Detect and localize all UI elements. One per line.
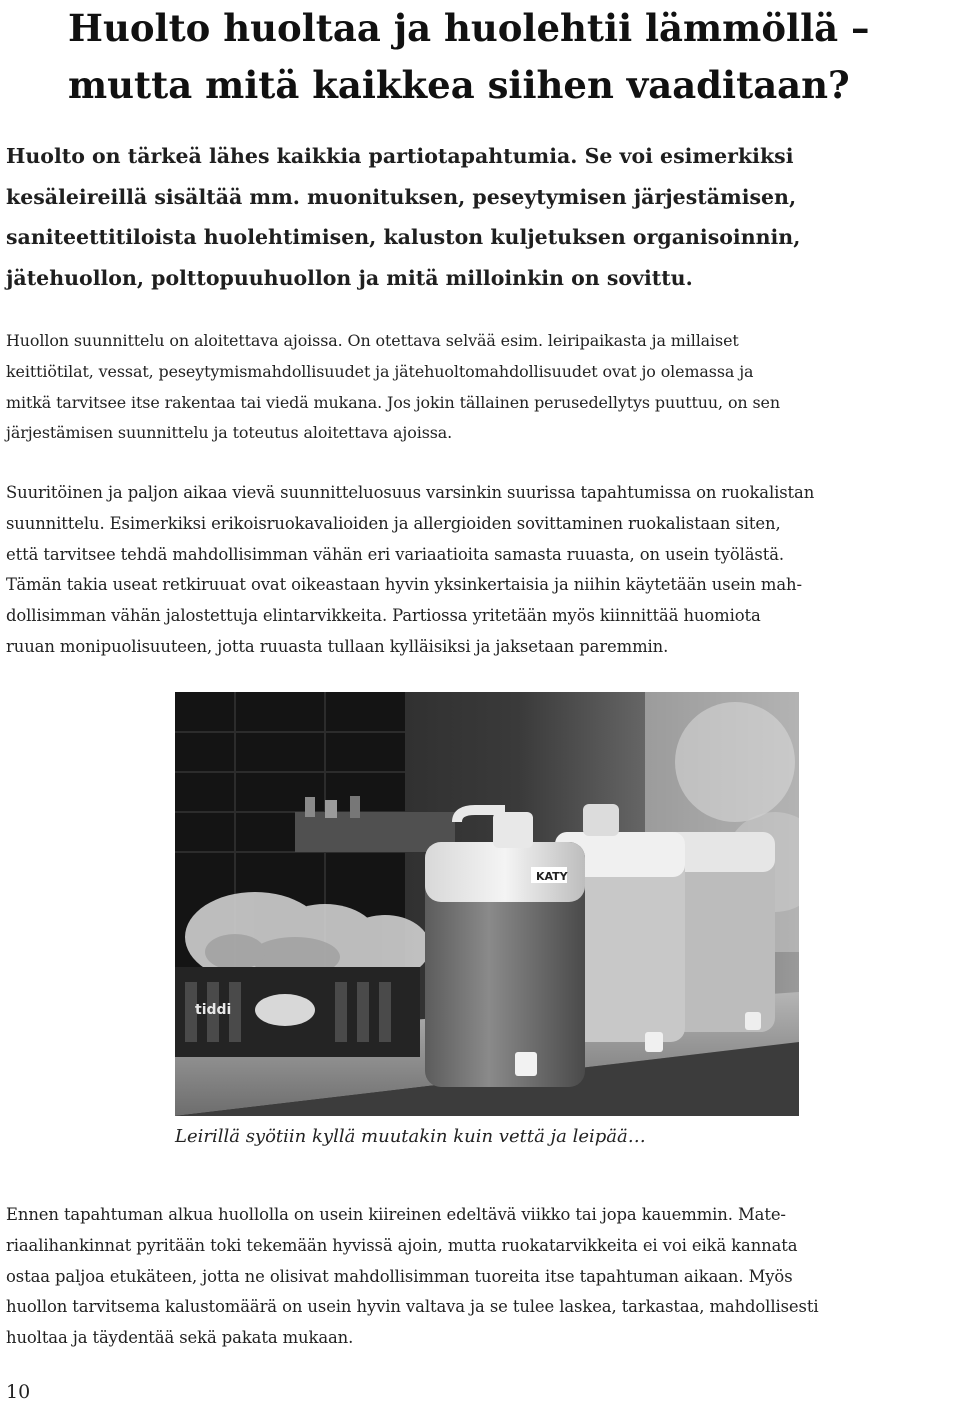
page-title — [68, 0, 928, 114]
title-line: Huolto huoltaa ja huolehtii lämmöllä – — [68, 6, 870, 50]
photo-caption: Leirillä syötiin kyllä muutakin kuin vettä ja leipää… — [175, 1126, 646, 1147]
photo-water-canisters — [175, 692, 799, 1116]
body-paragraph — [6, 478, 958, 663]
paragraph-line: suunnittelu. Esimerkiksi erikoisruokavalioiden ja allergioiden sovittaminen ruokalistaan siten, — [6, 513, 781, 533]
paragraph-line: ruuan monipuolisuuteen, jotta ruuasta tullaan kylläisiksi ja jaksetaan paremmin. — [6, 636, 669, 656]
body-paragraph — [6, 326, 958, 449]
title-line: mutta mitä kaikkea siihen vaaditaan? — [68, 63, 850, 107]
paragraph-line: keittiötilat, vessat, peseytymismahdollisuudet ja jätehuoltomahdollisuudet ovat jo olemassa ja — [6, 361, 754, 381]
canister-label: KATY — [536, 870, 568, 883]
lead-paragraph — [6, 136, 956, 298]
body-paragraph — [6, 1200, 958, 1354]
crate-text: tiddi — [195, 1002, 232, 1018]
paragraph-line: huoltaa ja täydentää sekä pakata mukaan. — [6, 1328, 354, 1348]
lead-line: jätehuollon, polttopuuhuollon ja mitä milloinkin on sovittu. — [6, 265, 693, 290]
paragraph-line: järjestämisen suunnittelu ja toteutus aloitettava ajoissa. — [6, 423, 453, 443]
paragraph-line: Ennen tapahtuman alkua huollolla on usein kiireinen edeltävä viikko tai jopa kauemmin. Mate- — [6, 1205, 786, 1224]
paragraph-line: Tämän takia useat retkiruuat ovat oikeastaan hyvin yksinkertaisia ja niihin käytetään usein mah- — [6, 575, 802, 595]
paragraph-line: että tarvitsee tehdä mahdollisimman vähän eri variaatioita samasta ruuasta, on usein työlästä. — [6, 544, 784, 564]
paragraph-line: dollisimman vähän jalostettuja elintarvikkeita. Partiossa yritetään myös kiinnittää huomiota — [6, 606, 761, 626]
lead-line: kesäleireillä sisältää mm. muonituksen, peseytymisen järjestämisen, — [6, 184, 797, 209]
paragraph-line: ostaa paljoa etukäteen, jotta ne olisivat mahdollisimman tuoreita itse tapahtuman aikaan. Myös — [6, 1266, 793, 1286]
paragraph-line: Suuritöinen ja paljon aikaa vievä suunnitteluosuus varsinkin suurissa tapahtumissa on ruokalistan — [6, 483, 815, 502]
photo-illustration — [175, 692, 799, 1116]
lead-line: Huolto on tärkeä lähes kaikkia partiotapahtumia. Se voi esimerkiksi — [6, 144, 794, 168]
paragraph-line: riaalihankinnat pyritään toki tekemään hyvissä ajoin, mutta ruokatarvikkeita ei voi eikä kannata — [6, 1235, 798, 1255]
page-number: 10 — [6, 1381, 31, 1403]
lead-line: saniteettitiloista huolehtimisen, kaluston kuljetuksen organisoinnin, — [6, 225, 801, 249]
paragraph-line: mitkä tarvitsee itse rakentaa tai viedä mukana. Jos jokin tällainen perusedellytys puuttuu, on sen — [6, 392, 780, 412]
paragraph-line: huollon tarvitsema kalustomäärä on usein hyvin valtava ja se tulee laskea, tarkastaa, mahdollisesti — [6, 1297, 819, 1317]
paragraph-line: Huollon suunnittelu on aloitettava ajoissa. On otettava selvää esim. leiripaikasta ja millaiset — [6, 331, 739, 350]
